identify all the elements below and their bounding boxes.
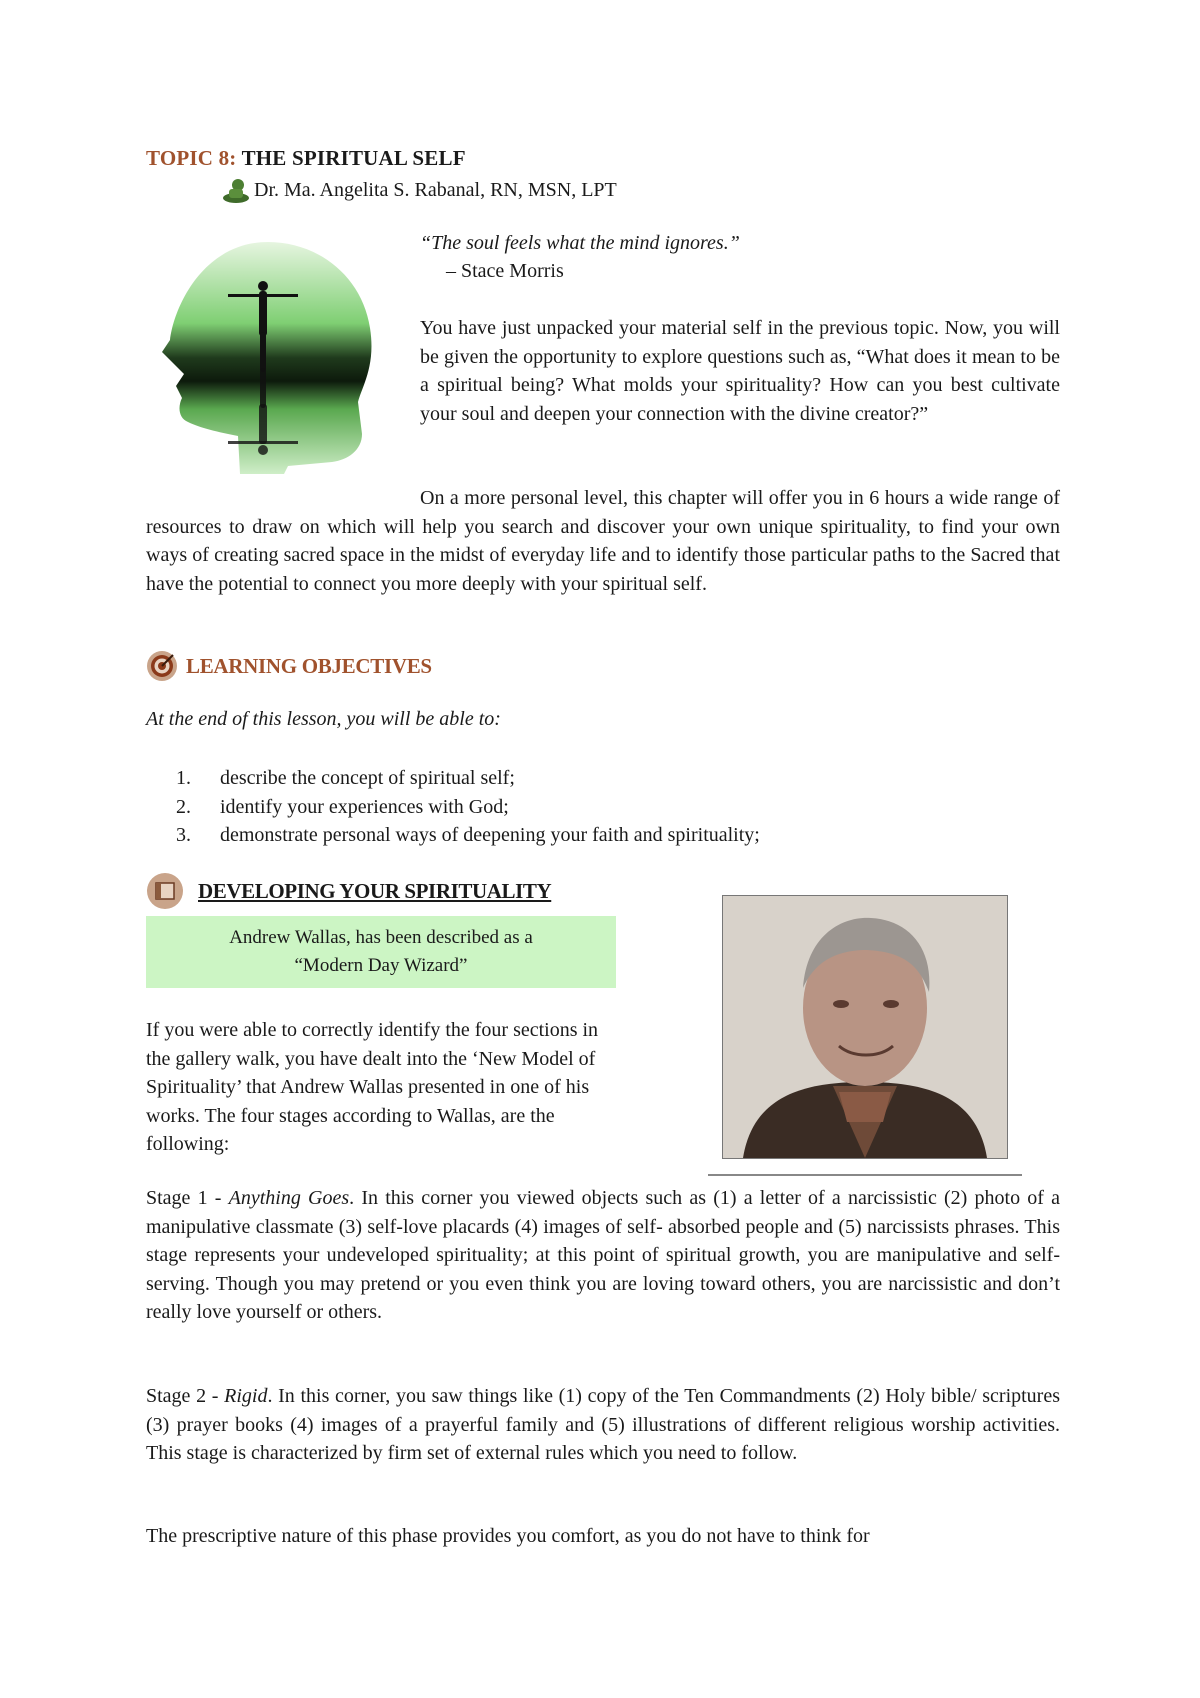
topic-heading xyxy=(146,146,466,171)
stage-2-label: Stage 2 - xyxy=(146,1385,219,1407)
photo-divider xyxy=(708,1174,1022,1176)
epigraph-author: – Stace Morris xyxy=(446,260,564,282)
learning-objectives-title: LEARNING OBJECTIVES xyxy=(186,653,432,678)
stage-1-label: Stage 1 - xyxy=(146,1187,222,1209)
topic-label: TOPIC 8: xyxy=(146,146,237,170)
intro-paragraph-2 xyxy=(146,484,1060,598)
objectives-list xyxy=(176,764,760,850)
book-icon xyxy=(146,872,184,910)
spiritual-head-image xyxy=(148,236,384,474)
target-icon xyxy=(146,650,178,682)
objectives-intro: At the end of this lesson, you will be able to: xyxy=(146,708,501,730)
list-item: 2. identify your experiences with God; xyxy=(176,795,509,818)
author-icon xyxy=(220,176,252,204)
learning-objectives-heading xyxy=(146,650,432,682)
list-item: 3. demonstrate personal ways of deepening your faith and spirituality; xyxy=(176,824,760,846)
andrew-wallas-photo xyxy=(722,895,1008,1159)
gallery-paragraph: If you were able to correctly identify the four sections in the gallery walk, you have dealt into the ‘New Model of Spirituality’ that Andrew Wallas presented in one of his works. The four stages according to Wallas, are the following: xyxy=(146,1019,599,1155)
developing-spirituality-title: DEVELOPING YOUR SPIRITUALITY xyxy=(198,878,552,903)
stage-2-text: . In this corner, you saw things like (1) copy of the Ten Commandments (2) Holy bible/ scriptures (3) prayer books (4) images of a prayerful family and (5) illustrations of different religious worship activities. This stage is characterized by firm set of external rules which you need to follow. xyxy=(146,1385,1061,1464)
topic-title: THE SPIRITUAL SELF xyxy=(241,146,466,170)
author-name: Dr. Ma. Angelita S. Rabanal, RN, MSN, LPT xyxy=(254,178,617,201)
caption-box xyxy=(146,916,616,988)
closing-paragraph: The prescriptive nature of this phase provides you comfort, as you do not have to think for xyxy=(146,1525,870,1547)
stage-2-name: Rigid xyxy=(224,1385,268,1407)
author-line xyxy=(220,176,617,204)
list-item: 1. describe the concept of spiritual self; xyxy=(176,767,515,789)
developing-spirituality-heading xyxy=(146,872,551,910)
stage-1-paragraph xyxy=(146,1184,1060,1327)
intro-paragraph-2-text: On a more personal level, this chapter will offer you in 6 hours a wide range of resources to draw on which will help you search and discover your own unique spirituality, to find your own ways of creating sacred space in the midst of everyday life and to identify those particular paths to the Sacred that have the potential to connect you more deeply with your spiritual self. xyxy=(146,487,1060,595)
caption-line-2: “Modern Day Wizard” xyxy=(294,955,468,976)
stage-1-name: Anything Goes xyxy=(228,1187,350,1209)
epigraph-quote: “The soul feels what the mind ignores.” xyxy=(420,232,740,254)
intro-paragraph-1: You have just unpacked your material self in the previous topic. Now, you will be given the opportunity to explore questions such as, “What does it mean to be a spiritual being? What molds your spirituality? How can you best cultivate your soul and deepen your connection with the divine creator?” xyxy=(420,317,1060,425)
stage-1-text: . In this corner you viewed objects such as (1) a letter of a narcissistic (2) photo of a manipulative classmate (3) self-love placards (4) images of self- absorbed people and (5) narcissists phrases. This stage represents your undeveloped spirituality; at this point of spiritual growth, you are manipulative and self-serving. Though you may pretend or you even think you are loving toward others, you are narcissistic and don’t really love yourself or others. xyxy=(146,1187,1060,1323)
stage-2-paragraph xyxy=(146,1382,1060,1468)
caption-line-1: Andrew Wallas, has been described as a xyxy=(229,927,533,948)
